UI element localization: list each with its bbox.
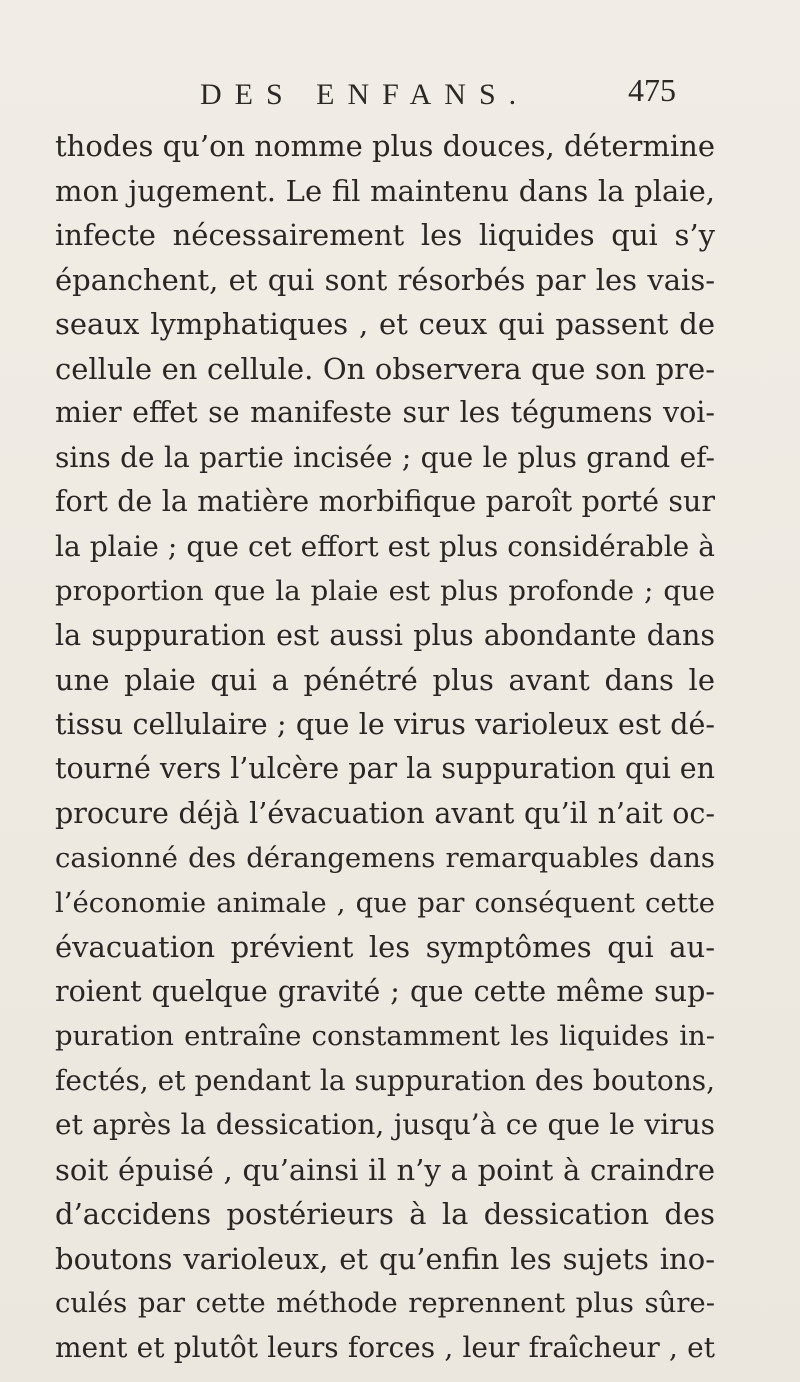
text-line: casionné des dérangemens remarquables dans <box>55 842 715 874</box>
text-line: fectés, et pendant la suppuration des boutons, <box>55 1063 715 1097</box>
text-line: puration entraîne constamment les liquides in- <box>55 1020 715 1052</box>
text-line: d’accidens postérieurs à la dessication des <box>55 1197 715 1231</box>
text-line: tissu cellulaire ; que le virus varioleux est dé- <box>55 707 715 741</box>
text-line: épanchent, et qui sont résorbés par les vais- <box>55 262 715 297</box>
text-line: thodes qu’on nomme plus douces, détermine <box>55 129 716 163</box>
text-line: procure déjà l’évacuation avant qu’il n’ait oc- <box>55 796 715 830</box>
page-number: 475 <box>628 72 676 108</box>
running-head <box>200 72 720 118</box>
text-line: cellule en cellule. On observera que son pre- <box>55 351 715 386</box>
text-line: soit épuisé , qu’ainsi il n’y a point à craindre <box>55 1152 715 1187</box>
text-line: roient quelque gravité ; que cette même sup- <box>55 974 715 1008</box>
text-line: infecte nécessairement les liquides qui s’y <box>55 218 715 252</box>
text-line: seaux lymphatiques , et ceux qui passent de <box>55 307 715 341</box>
text-line: la suppuration est aussi plus abondante dans <box>55 618 715 652</box>
text-line: boutons varioleux, et qu’enfin les sujets ino- <box>55 1241 715 1276</box>
text-line: fort de la matière morbifique paroît porté sur <box>55 485 715 518</box>
text-line: tourné vers l’ulcère par la suppuration qui en <box>55 752 715 785</box>
text-line: une plaie qui a pénétré plus avant dans le <box>55 663 715 697</box>
text-line: ment et plutôt leurs forces , leur fraîcheur , et <box>55 1330 715 1364</box>
text-line: mon jugement. Le fil maintenu dans la plaie, <box>55 173 715 208</box>
text-line: et après la dessication, jusqu’à ce que le virus <box>55 1108 715 1141</box>
running-head-title: DES ENFANS. <box>200 78 530 111</box>
text-line: évacuation prévient les symptômes qui au- <box>55 930 715 964</box>
text-line: culés par cette méthode reprennent plus sûre- <box>55 1287 715 1319</box>
text-line: proportion que la plaie est plus profonde ; que <box>55 575 715 607</box>
text-line: sins de la partie incisée ; que le plus grand ef- <box>55 440 715 474</box>
text-line: la plaie ; que cet effort est plus considérable à <box>55 529 715 563</box>
text-line: mier effet se manifeste sur les tégumens voi- <box>55 396 715 429</box>
text-line: l’économie animale , que par conséquent cette <box>55 886 715 919</box>
body-text <box>55 124 715 1370</box>
